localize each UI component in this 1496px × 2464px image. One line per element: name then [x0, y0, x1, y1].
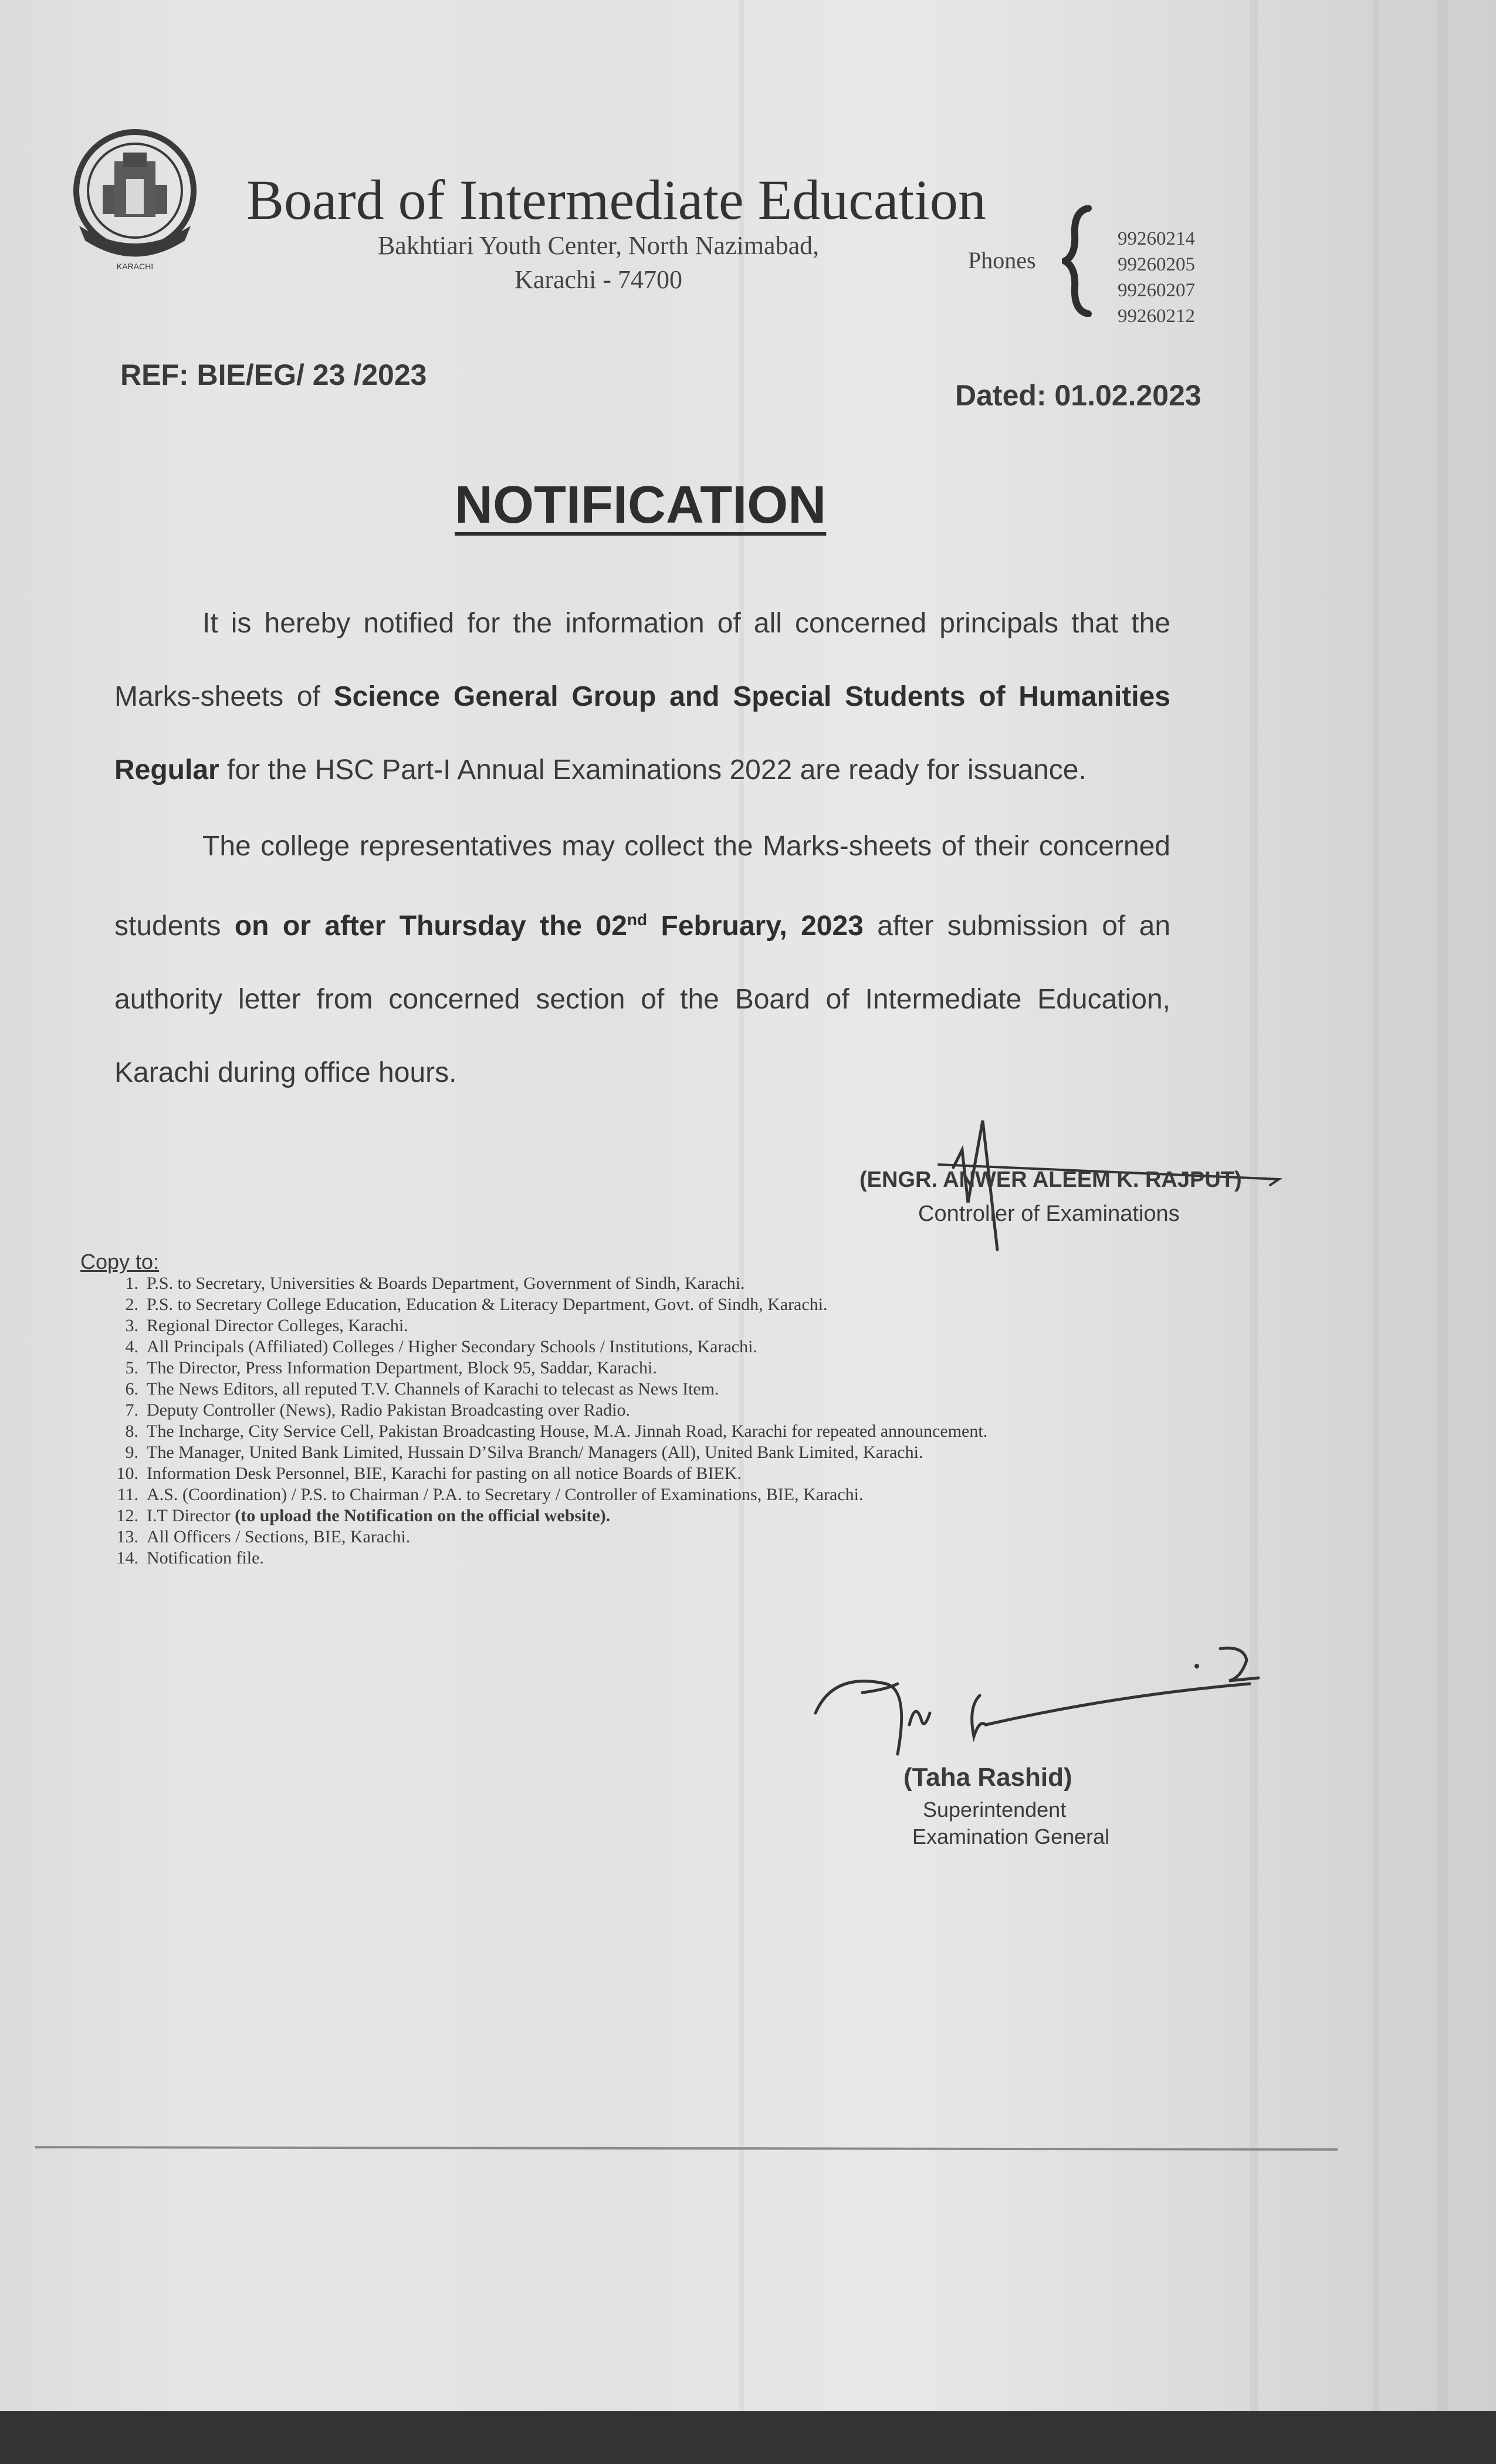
para1-text: It is hereby notified for the information of all concerned principals that the Marks-sheets of — [114, 608, 1170, 712]
phones-label: Phones — [968, 247, 1036, 273]
list-number: 6. — [125, 1379, 138, 1399]
scan-streak — [1373, 0, 1379, 2411]
list-number: 13. — [116, 1527, 138, 1546]
list-number: 1. — [125, 1274, 138, 1293]
paragraph-1 — [114, 587, 1170, 807]
svg-text:KARACHI: KARACHI — [116, 262, 154, 271]
para2-text: The college representatives may collect the Marks-sheets of their concerned students — [114, 831, 1170, 942]
list-text: The Director, Press Information Department, Block 95, Saddar, Karachi. — [147, 1358, 657, 1377]
copy-to-label: Copy to: — [80, 1250, 160, 1274]
list-item — [88, 1484, 987, 1505]
list-text: The Incharge, City Service Cell, Pakistan Broadcasting House, M.A. Jinnah Road, Karachi for repeated announcement. — [147, 1421, 988, 1441]
list-item — [88, 1294, 987, 1315]
list-number: 11. — [117, 1485, 138, 1504]
board-logo-icon — [67, 126, 202, 273]
date: Dated: 01.02.2023 — [955, 379, 1201, 412]
para2-bold-month: February, 2023 — [647, 911, 864, 942]
list-item — [88, 1273, 987, 1294]
org-name: Board of Intermediate Education — [246, 168, 986, 231]
list-number: 3. — [125, 1316, 138, 1335]
list-text: A.S. (Coordination) / P.S. to Chairman / P.A. to Secretary / Controller of Examinations, BIE, Karachi. — [147, 1485, 864, 1504]
list-item — [88, 1548, 987, 1569]
controller-name: (ENGR. ANWER ALEEM K. RAJPUT) — [859, 1167, 1242, 1192]
superintendent-title-line1: Superintendent — [923, 1798, 1067, 1822]
phone-number: 99260214 — [1118, 228, 1195, 249]
address-line-1: Bakhtiari Youth Center, North Nazimabad, — [377, 231, 820, 260]
list-text: The News Editors, all reputed T.V. Channels of Karachi to telecast as News Item. — [147, 1379, 719, 1399]
scan-streak — [1437, 0, 1448, 2411]
superintendent-title — [912, 1796, 1109, 1850]
bottom-divider — [35, 2146, 1338, 2151]
list-text: P.S. to Secretary College Education, Education & Literacy Department, Govt. of Sindh, Karachi. — [147, 1295, 828, 1314]
list-text-bold: (to upload the Notification on the official website). — [235, 1506, 611, 1525]
copy-to-list — [88, 1273, 987, 1569]
superintendent-name: (Taha Rashid) — [903, 1763, 1072, 1792]
notification-title: NOTIFICATION — [455, 476, 827, 534]
list-text: Information Desk Personnel, BIE, Karachi for pasting on all notice Boards of BIEK. — [147, 1464, 742, 1483]
list-text: The Manager, United Bank Limited, Hussain D’Silva Branch/ Managers (All), United Bank Limited, Karachi. — [147, 1443, 923, 1462]
list-number: 12. — [116, 1506, 138, 1525]
address-line-2: Karachi - 74700 — [515, 265, 682, 294]
list-item — [88, 1421, 987, 1442]
scan-streak — [739, 0, 744, 2411]
list-number: 8. — [125, 1421, 138, 1441]
list-text: All Officers / Sections, BIE, Karachi. — [147, 1527, 411, 1546]
list-item — [88, 1527, 987, 1548]
phone-number: 99260207 — [1118, 280, 1195, 301]
phone-list — [1118, 226, 1195, 329]
list-text: Notification file. — [147, 1548, 264, 1568]
para2-bold — [235, 911, 864, 942]
signature-superintendent-icon — [810, 1637, 1267, 1766]
list-text: Deputy Controller (News), Radio Pakistan Broadcasting over Radio. — [147, 1400, 631, 1420]
phone-number: 99260212 — [1118, 306, 1195, 327]
list-number: 9. — [125, 1443, 138, 1462]
list-item — [88, 1442, 987, 1463]
para2-bold-date: on or after Thursday the 02 — [234, 911, 627, 942]
list-text: All Principals (Affiliated) Colleges / Higher Secondary Schools / Institutions, Karachi. — [147, 1337, 757, 1356]
para1-text-end: for the HSC Part-I Annual Examinations 2022 are ready for issuance. — [219, 754, 1087, 786]
list-item — [88, 1358, 987, 1379]
list-item — [88, 1505, 987, 1527]
paragraph-2 — [114, 810, 1170, 1109]
list-item — [88, 1379, 987, 1400]
reference-number: REF: BIE/EG/ 23 /2023 — [120, 358, 427, 391]
list-number: 14. — [116, 1548, 138, 1568]
list-item — [88, 1336, 987, 1358]
list-number: 5. — [125, 1358, 138, 1377]
list-number: 4. — [125, 1337, 138, 1356]
list-text: Regional Director Colleges, Karachi. — [147, 1316, 408, 1335]
org-address — [364, 229, 833, 297]
list-item — [88, 1463, 987, 1484]
list-number: 10. — [116, 1464, 138, 1483]
para1-bold: Science General Group and Special Students of Humanities Regular — [114, 681, 1170, 786]
controller-title: Controller of Examinations — [918, 1201, 1180, 1226]
list-item — [88, 1400, 987, 1421]
list-text: P.S. to Secretary, Universities & Boards Department, Government of Sindh, Karachi. — [147, 1274, 745, 1293]
list-item — [88, 1315, 987, 1336]
list-number: 7. — [125, 1400, 138, 1420]
para2-ordinal: nd — [627, 911, 648, 929]
list-text: I.T Director — [147, 1506, 235, 1525]
phone-number: 99260205 — [1118, 254, 1195, 275]
para2-text-end: after submission of an authority letter from concerned section of the Board of Intermediate Education, Karachi during office hours. — [114, 911, 1171, 1088]
brace-icon — [1062, 205, 1097, 317]
list-number: 2. — [125, 1295, 138, 1314]
superintendent-title-line2: Examination General — [912, 1825, 1110, 1849]
